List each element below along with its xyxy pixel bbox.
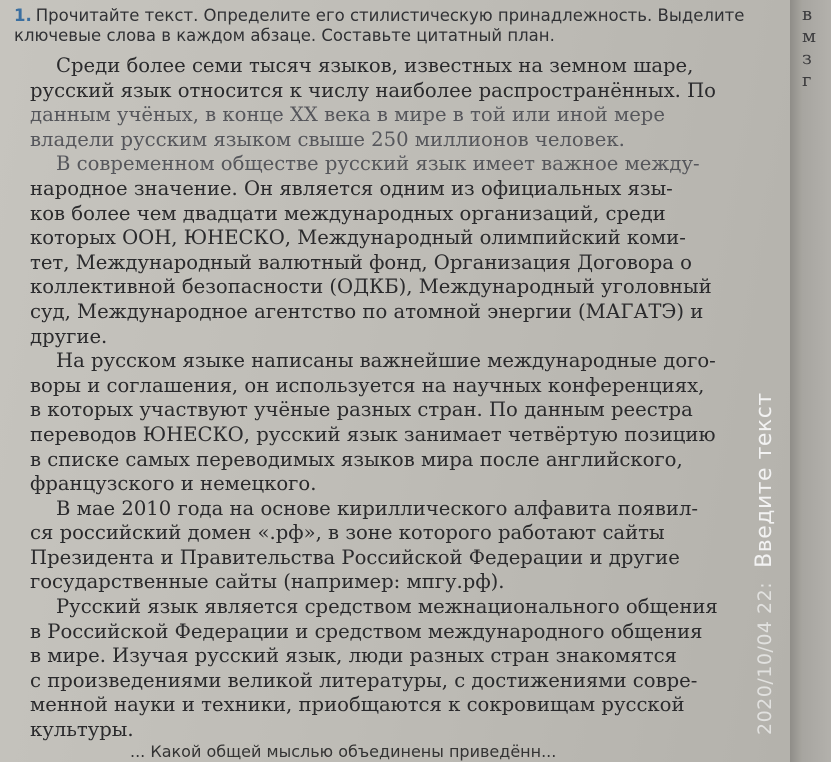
edge-letter: з <box>802 48 812 69</box>
text-line: в которых участвуют учёные разных стран. По данным реестра <box>30 398 693 422</box>
text-line: В мае 2010 года на основе кириллического алфавита появил- <box>56 496 699 520</box>
text-line: русский язык относится к числу наиболее распространённых. По <box>30 78 716 102</box>
text-line: в списке самых переводимых языков мира после английского, <box>30 447 683 471</box>
text-line: Среди более семи тысяч языков, известных на земном шаре, <box>56 54 694 77</box>
paragraph-4 <box>30 497 790 595</box>
text-line: в Российской Федерации и средством международного общения <box>30 619 703 643</box>
text-line: народное значение. Он является одним из официальных язы- <box>30 176 673 200</box>
main-text <box>30 54 790 743</box>
text-line: тет, Международный валютный фонд, Организация Договора о <box>30 250 692 274</box>
text-line: которых ООН, ЮНЕСКО, Международный олимпийский коми- <box>30 226 686 250</box>
adjacent-page-edge <box>790 0 831 762</box>
text-line: культуры. <box>30 718 134 742</box>
paragraph-5 <box>30 595 790 743</box>
paragraph-3 <box>30 349 790 497</box>
task-number: 1. <box>14 6 32 25</box>
watermark-text: Введите текст <box>752 392 777 568</box>
text-line: ков более чем двадцати международных организаций, среди <box>30 201 666 225</box>
task-line-1: Прочитайте текст. Определите его стилистическую принадлежность. Выделите <box>35 6 745 25</box>
next-question-partial: ... Какой общей мыслью объединены приведённ... <box>130 742 557 761</box>
text-line: Русский язык является средством межнационального общения <box>56 595 718 619</box>
text-line: менной науки и техники, приобщаются к сокровищам русской <box>30 693 685 717</box>
task-line-2: ключевые слова в каждом абзаце. Составьте цитатный план. <box>14 26 555 45</box>
text-line: воры и соглашения, он используется на научных конференциях, <box>30 373 705 397</box>
text-line: В современном обществе русский язык имеет важное между- <box>56 152 700 176</box>
text-line: переводов ЮНЕСКО, русский язык занимает четвёртую позицию <box>30 422 716 446</box>
edge-letter: м <box>802 26 817 47</box>
text-line: другие. <box>30 324 108 348</box>
text-line: с произведениями великой литературы, с достижениями совре- <box>30 668 698 692</box>
text-line: ся российский домен «.рф», в зоне которого работают сайты <box>30 521 665 545</box>
task-instruction <box>14 6 784 46</box>
text-line: суд, Международное агентство по атомной энергии (МАГАТЭ) и <box>30 299 704 323</box>
edge-letter: г <box>802 70 812 91</box>
text-line: данным учёных, в конце XX века в мире в той или иной мере <box>30 103 665 127</box>
paragraph-1 <box>30 54 790 152</box>
text-line: коллективной безопасности (ОДКБ), Международный уголовный <box>30 275 712 299</box>
text-line: государственные сайты (например: мпгу.рф). <box>30 570 505 594</box>
text-line: владели русским языком свыше 250 миллионов человек. <box>30 127 625 151</box>
text-line: На русском языке написаны важнейшие международные дого- <box>56 349 716 373</box>
edge-letter: в <box>802 4 813 25</box>
photo-timestamp: 2020/10/04 22: <box>754 581 776 735</box>
text-line: Президента и Правительства Российской Федерации и другие <box>30 545 680 569</box>
photo-watermark <box>752 392 777 735</box>
text-line: французского и немецкого. <box>30 472 317 496</box>
paragraph-2 <box>30 152 790 349</box>
text-line: в мире. Изучая русский язык, люди разных стран знакомятся <box>30 644 677 668</box>
